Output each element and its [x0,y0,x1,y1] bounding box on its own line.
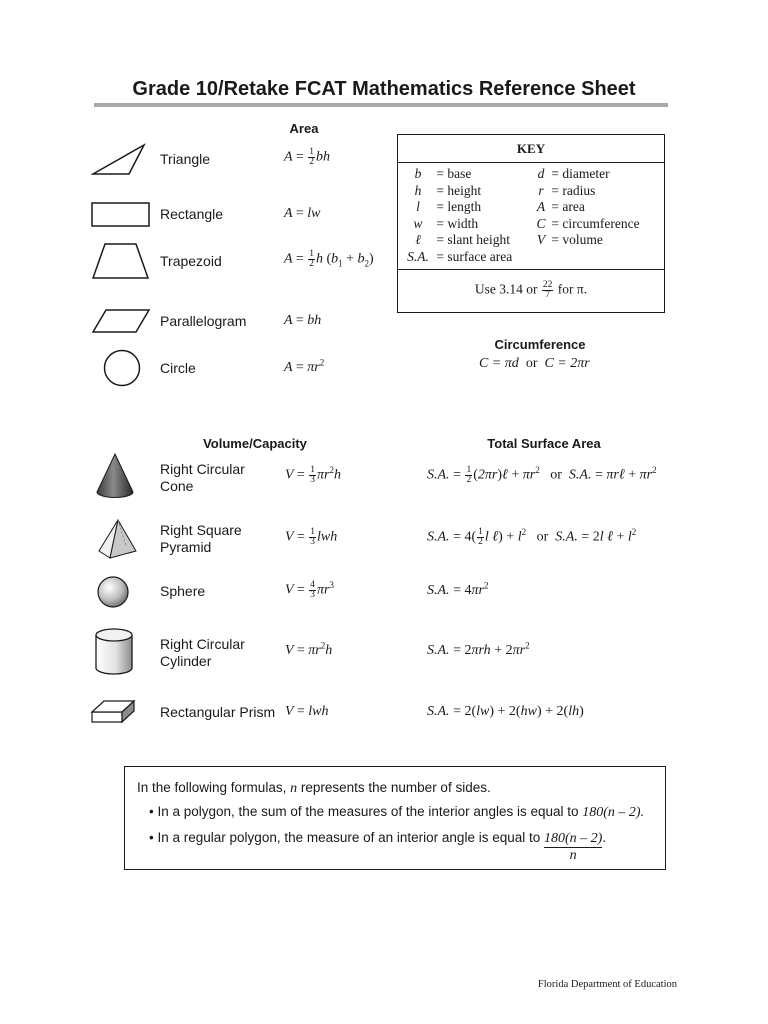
note-bullet-interior-angle: • In a regular polygon, the measure of an interior angle is equal to $\frac{180(n - 2)}{n}$ . [149,830,607,863]
sphere-surface-area-formula: S.A. = $4\pi r^2$ [427,580,489,598]
key-entry: h = height [414,182,482,198]
note-intro: In the following formulas, n represents the number of sides. [137,780,491,796]
key-entry: C = circumference [536,215,640,231]
sphere-volume-formula: V = $\frac{4}{3}$ $\pi r^3$ [285,580,334,600]
key-entry: S.A. = surface area [407,248,513,264]
circle-icon [103,349,141,387]
triangle-area-formula: A = $\frac{1}{2}$ bh [284,147,330,167]
sphere-label: Sphere [160,583,206,599]
rectangle-area-formula: A = lw [284,206,321,221]
key-divider [398,162,664,163]
surface-area-heading: Total Surface Area [487,436,601,451]
circle-area-formula: $A = \pi r^2$ [284,357,325,375]
key-pi-note: Use 3.14 or $\frac{22}{7}$ for π. [474,280,588,300]
cone-icon [94,452,136,500]
key-entry: d = diameter [537,166,610,181]
key-entry: b = base [414,166,472,181]
circumference-formula: C = πd or C = 2πr [479,356,590,371]
key-entry: r = radius [538,182,596,198]
area-heading: Area [289,121,319,136]
key-box [397,134,665,313]
pyramid-surface-area-formula: S.A. = 4( $\frac{1}{2}$ l ℓ) + $l^2$ or S.A. = 2l ℓ + $l^2$ [427,527,637,547]
footer-credit: Florida Department of Education [537,979,677,990]
parallelogram-icon [91,308,151,334]
volume-heading: Volume/Capacity [203,436,307,451]
title-rule [94,103,668,107]
cone-surface-area-formula: S.A. = $\frac{1}{2}$ (2πr)ℓ + $\pi r^2$ or S.A. = πrℓ + $\pi r^2$ [427,465,657,485]
circle-label: Circle [160,360,196,376]
key-title: KEY [516,141,546,156]
prism-surface-area-formula: S.A. = 2(lw) + 2(hw) + 2(lh) [427,704,584,719]
circumference-heading: Circumference [494,337,586,352]
prism-label: Rectangular Prism [160,704,276,720]
key-entry: ℓ = slant height [415,232,510,248]
page-title: Grade 10/Retake FCAT Mathematics Reference Sheet [132,78,636,100]
prism-icon [90,698,136,724]
key-right-column [534,166,640,249]
key-divider [398,269,664,270]
cylinder-label: Right Circular Cylinder [160,636,245,669]
key-entry: l = length [416,199,482,215]
sphere-icon [96,575,130,609]
rectangle-icon [91,202,151,228]
triangle-label: Triangle [160,151,211,167]
rectangle-label: Rectangle [160,206,224,222]
triangle-icon [91,143,147,177]
key-entry: A = area [536,199,585,215]
polygon-note-box [124,766,666,870]
key-left-column [403,166,512,266]
parallelogram-area-formula: A = bh [284,313,322,328]
pyramid-label: Right Square Pyramid [160,522,242,555]
trapezoid-icon [91,242,151,280]
pyramid-volume-formula: V = $\frac{1}{3}$ lwh [285,527,338,547]
prism-volume-formula: V = lwh [285,704,329,719]
cylinder-icon [93,627,135,677]
note-bullet-sum-angles: • In a polygon, the sum of the measures of the interior angles is equal to 180(n – 2). [149,804,645,820]
cylinder-volume-formula: $V = \pi r^2h$ [285,640,333,658]
key-entry: V = volume [536,232,603,248]
cylinder-surface-area-formula: S.A. = $2\pi rh + 2\pi r^2$ [427,640,530,658]
pyramid-icon [96,518,140,560]
key-entry: w = width [413,215,479,231]
cone-label: Right Circular Cone [160,461,245,494]
parallelogram-label: Parallelogram [160,313,247,329]
cone-volume-formula: V = $\frac{1}{3}$ $\pi r^2h$ [285,465,341,485]
trapezoid-label: Trapezoid [160,253,222,269]
trapezoid-area-formula: A = $\frac{1}{2}$ h $(b_1 + b_2)$ [284,249,374,269]
